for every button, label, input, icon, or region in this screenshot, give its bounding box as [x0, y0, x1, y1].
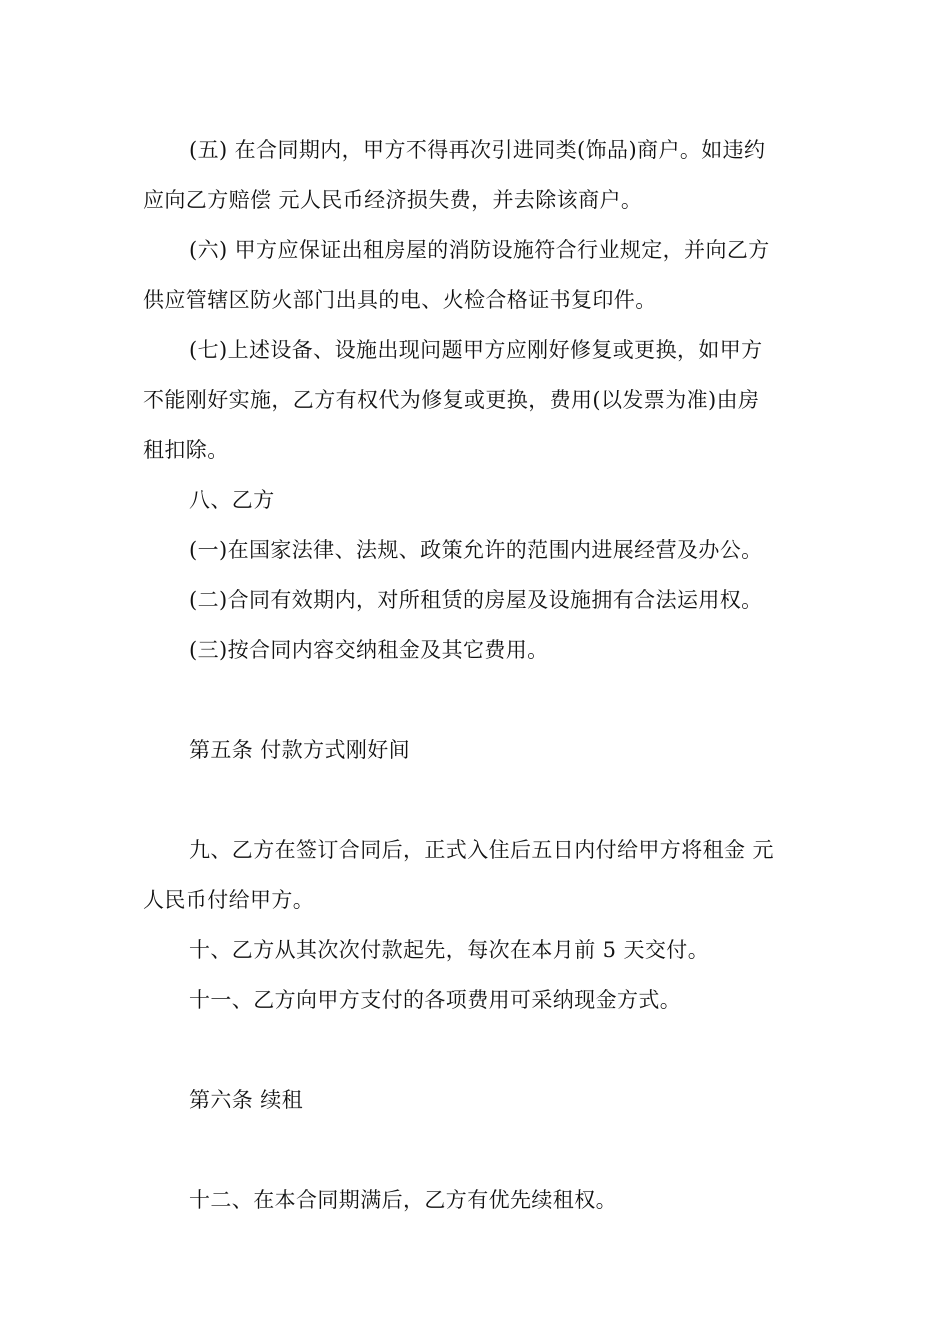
- article-five-heading: 第五条 付款方式刚好间: [189, 738, 411, 762]
- clause-eleven: 十一、乙方向甲方支付的各项费用可采纳现金方式。: [189, 988, 682, 1012]
- clause-7-line-1: (七)上述设备、设施出现问题甲方应刚好修复或更换，如甲方: [189, 338, 763, 362]
- article-six-heading: 第六条 续租: [189, 1088, 304, 1112]
- clause-nine-line-2: 人民币付给甲方。: [143, 888, 315, 912]
- clause-5-line-1: (五) 在合同期内，甲方不得再次引进同类(饰品)商户。如违约: [189, 138, 766, 162]
- clause-5-line-2: 应向乙方赔偿 元人民币经济损失费，并去除该商户。: [143, 188, 643, 212]
- clause-7-line-2: 不能刚好实施，乙方有权代为修复或更换，费用(以发票为准)由房: [143, 388, 760, 412]
- clause-6-line-2: 供应管辖区防火部门出具的电、火检合格证书复印件。: [143, 288, 657, 312]
- party-b-item-3: (三)按合同内容交纳租金及其它费用。: [189, 638, 549, 662]
- section-eight-heading: 八、乙方: [189, 488, 275, 512]
- clause-7-line-3: 租扣除。: [143, 438, 229, 462]
- clause-nine-line-1: 九、乙方在签订合同后，正式入住后五日内付给甲方将租金 元: [189, 838, 774, 862]
- clause-twelve: 十二、在本合同期满后，乙方有优先续租权。: [189, 1188, 617, 1212]
- party-b-item-2: (二)合同有效期内，对所租赁的房屋及设施拥有合法运用权。: [189, 588, 763, 612]
- clause-ten: 十、乙方从其次次付款起先，每次在本月前 5 天交付。: [189, 938, 710, 962]
- clause-6-line-1: (六) 甲方应保证出租房屋的消防设施符合行业规定，并向乙方: [189, 238, 770, 262]
- party-b-item-1: (一)在国家法律、法规、政策允许的范围内进展经营及办公。: [189, 538, 763, 562]
